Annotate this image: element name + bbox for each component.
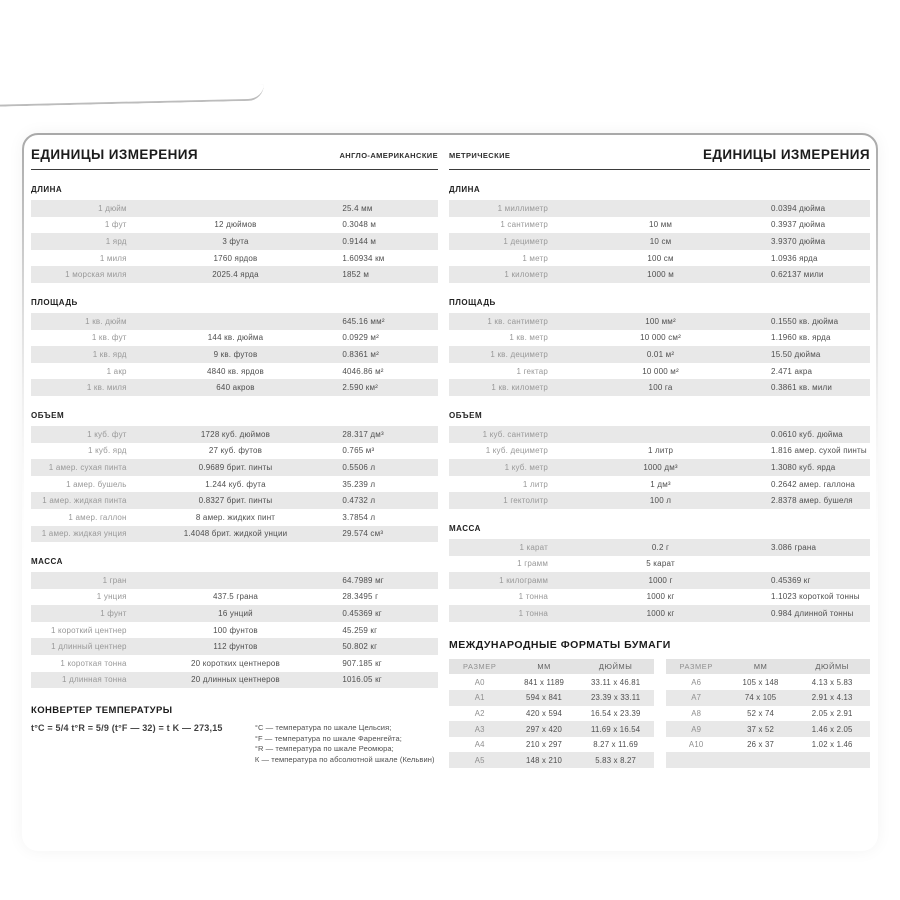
paper-row [666,721,871,737]
paper-mm-cell: 37 x 52 [747,724,775,734]
legend-line: °C — температура по шкале Цельсия; [254,723,392,733]
paper-mm-cell: 74 x 105 [744,693,777,703]
equivalent-cell: 5 карат [646,559,675,569]
equivalent-cell: 0.8327 брит. пинты [198,496,273,506]
value-cell: 1852 м [342,270,370,280]
paper-inch-cell: 11.69 x 16.54 [591,724,641,734]
unit-section [449,298,870,396]
unit-cell: 1 куб. сантиметр [482,429,549,439]
unit-section [449,185,870,283]
equivalent-cell: 1.4048 брит. жидкой унции [183,529,288,539]
value-cell: 2.471 акра [771,366,813,376]
value-cell: 15.50 дюйма [771,349,821,359]
unit-cell: 1 гектолитр [503,496,549,506]
paper-table-a0-a5 [449,659,654,768]
paper-formats [449,639,870,768]
value-cell: 1.816 амер. сухой пинты [771,446,867,456]
table-row [31,330,438,347]
table-row [31,200,438,217]
value-cell: 645.16 мм² [342,316,385,326]
table-row [449,426,870,443]
equivalent-cell: 100 га [648,383,673,393]
equivalent-cell: 144 кв. дюйма [207,333,264,343]
paper-inch-cell: 4.13 x 5.83 [811,677,853,687]
unit-cell: 1 дециметр [503,236,549,246]
table-row [31,605,438,622]
equivalent-cell: 1728 куб. дюймов [200,429,271,439]
equivalent-cell: 4840 кв. ярдов [207,366,264,376]
value-cell: 0.9144 м [342,236,377,246]
value-cell: 1.1960 кв. ярда [771,333,831,343]
unit-cell: 1 грамм [517,559,549,569]
paper-column-header: РАЗМЕР [462,662,497,672]
paper-column-header: ДЮЙМЫ [815,662,849,672]
equivalent-cell: 9 кв. футов [213,349,258,359]
paper-header-row [449,659,654,675]
paper-row [666,674,871,690]
anglo-american-page [31,147,438,768]
unit-cell: 1 кв. фут [91,333,127,343]
value-cell: 907.185 кг [342,658,382,668]
unit-cell: 1 миллиметр [497,203,549,213]
unit-cell: 1 фунт [100,609,127,619]
paper-mm-cell: 297 x 420 [526,724,563,734]
paper-formats-heading: МЕЖДУНАРОДНЫЕ ФОРМАТЫ БУМАГИ [449,638,671,651]
unit-cell: 1 короткий центнер [50,625,127,635]
paper-inch-cell: 16.54 x 23.39 [590,708,641,718]
unit-cell: 1 сантиметр [500,220,549,230]
legend-line: °F — температура по шкале Фаренгейта; [254,733,402,743]
unit-section [31,298,438,396]
unit-cell: 1 длинная тонна [62,675,127,685]
equivalent-cell: 10 мм [648,220,673,230]
value-cell: 0.3048 м [342,220,377,230]
legend-line: °R — температура по шкале Реомюра; [254,744,394,754]
table-row [449,605,870,622]
table-row [31,426,438,443]
unit-cell: 1 метр [522,253,549,263]
right-unit-tables [449,170,870,622]
value-cell: 0.0610 куб. дюйма [771,429,843,439]
paper-mm-cell: 105 x 148 [742,677,779,687]
equivalent-cell: 20 коротких центнеров [191,658,280,668]
table-row [449,250,870,267]
section-heading: МАССА [31,557,63,567]
unit-section [31,185,438,283]
table-row [31,233,438,250]
unit-cell: 1 кв. ярд [92,349,127,359]
table-row [31,526,438,543]
section-heading: ДЛИНА [449,185,481,194]
paper-inch-cell: 2.91 x 4.13 [811,693,853,703]
value-cell: 0.2642 амер. галлона [771,479,855,489]
previous-page-edge [0,85,264,108]
value-cell: 0.4732 л [342,496,376,506]
unit-cell: 1 куб. метр [504,462,549,472]
equivalent-cell: 10 см [649,236,672,246]
unit-cell: 1 миля [99,253,127,263]
paper-size-cell: A4 [474,740,485,750]
temperature-legend [255,723,435,765]
table-row [31,217,438,234]
unit-cell: 1 литр [522,479,549,489]
value-cell: 3.9370 дюйма [771,236,826,246]
unit-cell: 1 кв. километр [491,383,549,393]
paper-row [449,690,654,706]
value-cell: 0.8361 м² [342,349,379,359]
paper-inch-cell: 2.05 x 2.91 [811,708,853,718]
value-cell: 25.4 мм [342,203,373,213]
value-cell: 50.802 кг [342,642,378,652]
unit-cell: 1 амер. бушель [66,479,127,489]
metric-page [449,147,870,768]
unit-cell: 1 амер. жидкая пинта [42,496,127,506]
unit-cell: 1 куб. фут [87,429,127,439]
unit-cell: 1 гектар [516,366,549,376]
unit-cell: 1 куб. ярд [88,446,127,456]
section-heading: ПЛОЩАДЬ [449,297,496,307]
value-cell: 0.5506 л [342,462,376,472]
paper-column-header: ММ [753,662,768,672]
paper-format-tables [449,659,870,768]
table-row [449,200,870,217]
page-columns [22,133,878,768]
paper-size-cell: A8 [691,708,702,718]
table-row [449,492,870,509]
paper-column-header: РАЗМЕР [679,662,713,672]
table-row [449,346,870,363]
unit-cell: 1 фут [104,220,127,230]
value-cell: 0.0394 дюйма [771,203,826,213]
table-row [31,509,438,526]
value-cell: 35.239 л [342,479,376,489]
table-row [449,330,870,347]
unit-cell: 1 унция [96,592,127,602]
table-row [31,589,438,606]
unit-cell: 1 амер. сухая пинта [48,462,127,472]
paper-mm-cell: 52 x 74 [747,708,775,718]
unit-section [449,524,870,622]
paper-mm-cell: 594 x 841 [526,693,563,703]
paper-inch-cell: 8.27 x 11.69 [593,740,639,750]
unit-section [449,411,870,509]
value-cell: 2.8378 амер. бушеля [771,496,853,506]
right-page-tag: МЕТРИЧЕСКИЕ [449,151,511,160]
table-row [449,266,870,283]
unit-cell: 1 тонна [518,592,549,602]
unit-cell: 1 акр [106,366,127,376]
paper-column-header: ММ [537,662,551,672]
temperature-converter [31,705,438,765]
value-cell: 1.60934 км [342,253,385,263]
paper-row [449,752,654,768]
paper-size-cell: A5 [474,755,485,765]
table-row [449,539,870,556]
paper-size-cell: A1 [474,693,485,703]
unit-cell: 1 кв. дециметр [490,349,549,359]
table-row [449,589,870,606]
value-cell: 0.45369 кг [771,575,811,585]
unit-cell: 1 короткая тонна [60,658,127,668]
table-row [449,313,870,330]
equivalent-cell: 1.244 куб. фута [205,479,266,489]
value-cell: 0.0929 м² [342,333,379,343]
value-cell: 1.3080 куб. ярда [771,462,836,472]
paper-size-cell: A6 [691,677,702,687]
table-row [449,217,870,234]
page-title: ЕДИНИЦЫ ИЗМЕРЕНИЯ [703,147,870,162]
equivalent-cell: 0.2 г [651,542,670,552]
unit-cell: 1 гран [102,575,127,585]
value-cell: 1016.05 кг [342,675,382,685]
value-cell: 0.62137 мили [771,270,824,280]
equivalent-cell: 640 акров [216,383,255,393]
unit-cell: 1 дюйм [98,203,127,213]
equivalent-cell: 1000 г [648,575,673,585]
value-cell: 1.0936 ярда [771,253,818,263]
equivalent-cell: 1000 кг [646,609,675,619]
table-row [449,459,870,476]
equivalent-cell: 1 литр [647,446,674,456]
table-row [449,379,870,396]
equivalent-cell: 100 л [649,496,672,506]
table-row [31,476,438,493]
unit-cell: 1 кв. метр [509,333,549,343]
paper-size-cell: A3 [474,724,485,734]
paper-row [449,674,654,690]
table-row [449,443,870,460]
unit-cell: 1 ярд [105,236,127,246]
value-cell: 1.1023 короткой тонны [771,592,860,602]
paper-mm-cell: 210 x 297 [526,740,563,750]
planner-spread [22,133,878,851]
table-row [31,622,438,639]
legend-line: К — температура по абсолютной шкале (Кельвин) [254,754,435,764]
equivalent-cell: 8 амер. жидких пинт [195,512,276,522]
table-row [449,572,870,589]
value-cell: 2.590 км² [342,383,379,393]
value-cell: 0.45369 кг [342,609,382,619]
unit-cell: 1 морская миля [65,270,127,280]
paper-row [449,706,654,722]
table-row [31,655,438,672]
page-title: ЕДИНИЦЫ ИЗМЕРЕНИЯ [31,147,198,162]
table-row [31,266,438,283]
table-row [31,638,438,655]
table-row [449,363,870,380]
table-row [449,476,870,493]
left-page-header [31,147,438,170]
equivalent-cell: 1000 м [647,270,674,280]
table-row [31,572,438,589]
paper-column-header: ДЮЙМЫ [598,662,633,672]
equivalent-cell: 1000 кг [646,592,675,602]
unit-cell: 1 километр [504,270,549,280]
equivalent-cell: 12 дюймов [214,220,257,230]
paper-mm-cell: 420 x 594 [526,708,563,718]
paper-size-cell: A9 [691,724,702,734]
paper-inch-cell: 33.11 x 46.81 [591,677,641,687]
unit-section [31,411,438,542]
table-row [31,443,438,460]
value-cell: 4046.86 м² [342,366,384,376]
unit-cell: 1 килограмм [499,575,549,585]
paper-mm-cell: 841 x 1189 [524,677,565,687]
equivalent-cell: 16 унций [218,609,253,619]
equivalent-cell: 1 дм³ [650,479,671,489]
table-row [31,672,438,689]
unit-cell: 1 карат [519,542,549,552]
left-unit-tables [31,170,438,688]
value-cell: 28.317 дм³ [342,429,384,439]
paper-inch-cell: 5.83 x 8.27 [595,755,637,765]
equivalent-cell: 100 мм² [645,316,676,326]
temperature-formula: t°C = 5/4 t°R = 5/9 (t°F — 32) = t K — 273,15 [31,723,223,734]
right-page-header [449,147,870,170]
temperature-body [31,723,438,765]
table-row [31,379,438,396]
unit-cell: 1 кв. сантиметр [487,316,549,326]
value-cell: 29.574 см³ [342,529,384,539]
paper-size-cell: A7 [691,693,702,703]
paper-row [449,721,654,737]
section-heading: ОБЪЕМ [449,410,483,420]
equivalent-cell: 1760 ярдов [213,253,258,263]
unit-cell: 1 амер. жидкая унция [41,529,127,539]
paper-size-cell: A2 [474,708,485,718]
table-row [449,233,870,250]
table-row [31,313,438,330]
value-cell: 0.3861 кв. мили [771,383,833,393]
paper-row [666,690,871,706]
equivalent-cell: 0.01 м² [646,349,675,359]
unit-cell: 1 длинный центнер [51,642,127,652]
paper-header-row [666,659,871,675]
value-cell: 64.7989 мг [342,575,384,585]
paper-mm-cell: 26 x 37 [747,740,775,750]
table-row [31,492,438,509]
equivalent-cell: 112 фунтов [213,642,258,652]
equivalent-cell: 10 000 м² [642,366,679,376]
paper-mm-cell: 148 x 210 [526,755,563,765]
equivalent-cell: 27 куб. футов [208,446,263,456]
unit-cell: 1 кв. дюйм [85,316,127,326]
table-row [31,346,438,363]
paper-inch-cell: 1.02 x 1.46 [811,740,853,750]
table-row [31,363,438,380]
value-cell: 3.7854 л [342,512,376,522]
paper-row [666,706,871,722]
equivalent-cell: 2025.4 ярда [212,270,259,280]
section-heading: ДЛИНА [31,185,63,194]
value-cell: 0.765 м³ [342,446,375,456]
section-heading: ПЛОЩАДЬ [31,297,78,307]
table-row [31,459,438,476]
paper-size-cell: A10 [688,740,704,750]
equivalent-cell: 437.5 грана [212,592,259,602]
value-cell: 3.086 грана [771,542,817,552]
unit-cell: 1 амер. галлон [68,512,127,522]
equivalent-cell: 0.9689 брит. пинты [198,462,273,472]
equivalent-cell: 100 см [647,253,674,263]
paper-row [449,737,654,753]
equivalent-cell: 3 фута [222,236,249,246]
table-row [31,250,438,267]
table-row [449,556,870,573]
paper-inch-cell: 23.39 x 33.11 [591,693,641,703]
paper-table-a6-a10 [666,659,871,768]
paper-size-cell: A0 [474,677,485,687]
left-page-tag: АНГЛО-АМЕРИКАНСКИЕ [339,151,438,160]
value-cell: 0.3937 дюйма [771,220,826,230]
paper-inch-cell: 1.46 x 2.05 [811,724,853,734]
section-heading: ОБЪЕМ [31,410,65,420]
temperature-heading: КОНВЕРТЕР ТЕМПЕРАТУРЫ [31,705,173,717]
paper-row [666,737,871,753]
equivalent-cell: 10 000 см² [640,333,681,343]
unit-cell: 1 кв. миля [86,383,127,393]
value-cell: 28.3495 г [342,592,379,602]
equivalent-cell: 1000 дм³ [643,462,678,472]
unit-section [31,557,438,688]
unit-cell: 1 тонна [518,609,549,619]
unit-cell: 1 куб. дециметр [485,446,549,456]
value-cell: 0.1550 кв. дюйма [771,316,839,326]
equivalent-cell: 20 длинных центнеров [191,675,280,685]
value-cell: 45.259 кг [342,625,378,635]
section-heading: МАССА [449,523,481,533]
paper-row [666,752,871,768]
equivalent-cell: 100 фунтов [213,625,258,635]
value-cell: 0.984 длинной тонны [771,609,854,619]
